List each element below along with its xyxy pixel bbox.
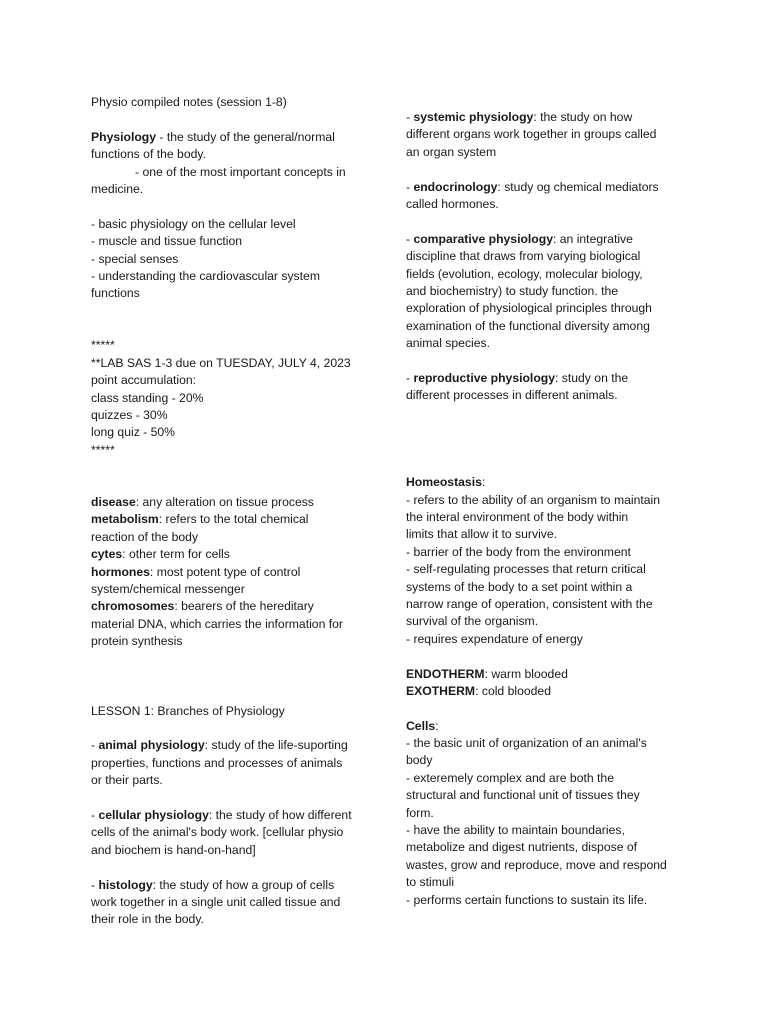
right-text-line — [406, 231, 688, 248]
blank-line — [406, 352, 688, 369]
line-text: survival of the organism. — [406, 614, 539, 629]
blank-line — [91, 111, 373, 128]
left-text-line — [91, 911, 373, 928]
left-text-line — [91, 894, 373, 911]
right-text-line — [406, 109, 688, 126]
left-text-line — [91, 216, 373, 233]
term-heading: chromosomes — [91, 599, 175, 614]
left-text-line — [91, 494, 373, 511]
left-text-line — [91, 511, 373, 528]
blank-line — [91, 685, 373, 702]
blank-line — [91, 477, 373, 494]
left-text-line — [91, 755, 373, 772]
blank-line — [91, 651, 373, 668]
right-text-line — [406, 718, 688, 735]
line-text: - muscle and tissue function — [91, 234, 243, 249]
line-text: narrow range of operation, consistent with the — [406, 596, 653, 611]
right-text-line — [406, 370, 688, 387]
left-text-line — [91, 251, 373, 268]
line-text: - barrier of the body from the environment — [406, 544, 631, 559]
right-text-line — [406, 179, 688, 196]
blank-line — [91, 720, 373, 737]
line-text: examination of the functional diversity among — [406, 318, 650, 333]
right-text-line — [406, 335, 688, 352]
line-text: the interal environment of the body within — [406, 509, 629, 524]
left-text-line — [91, 285, 373, 302]
line-text: functions of the body. — [91, 147, 206, 162]
line-text: body — [406, 753, 433, 768]
line-text: - the study of the general/normal — [156, 129, 335, 144]
line-text: to stimuli — [406, 875, 455, 890]
line-text: - self-regulating processes that return critical — [406, 562, 646, 577]
right-text-line — [406, 579, 688, 596]
line-text: material DNA, which carries the information for — [91, 616, 343, 631]
right-text-line — [406, 544, 688, 561]
line-text: : other term for cells — [122, 547, 230, 562]
right-text-line — [406, 126, 688, 143]
left-text-line — [91, 233, 373, 250]
left-text-line — [91, 129, 373, 146]
left-text-line — [91, 842, 373, 859]
blank-line — [91, 459, 373, 476]
line-text: : refers to the total chemical — [158, 512, 309, 527]
line-text: medicine. — [91, 181, 144, 196]
blank-line — [406, 457, 688, 474]
right-text-line — [406, 509, 688, 526]
right-text-line — [406, 387, 688, 404]
left-text-line — [91, 372, 373, 389]
line-text: structural and functional unit of tissues they — [406, 788, 640, 803]
blank-line — [406, 405, 688, 422]
blank-line — [91, 668, 373, 685]
line-text: - have the ability to maintain boundaries, — [406, 823, 625, 838]
line-text: or their parts. — [91, 773, 163, 788]
line-text: different organs work together in groups called — [406, 127, 657, 142]
right-text-line — [406, 613, 688, 630]
line-text: exploration of physiological principles through — [406, 301, 652, 316]
line-text: : an integrative — [552, 231, 633, 246]
left-text-line — [91, 824, 373, 841]
left-text-line — [91, 407, 373, 424]
line-text: discipline that draws from varying biological — [406, 249, 641, 264]
line-text: - requires expendature of energy — [406, 631, 583, 646]
line-text: reaction of the body — [91, 529, 199, 544]
line-text: : any alteration on tissue process — [135, 494, 314, 509]
left-text-line — [91, 94, 373, 111]
line-text: : cold blooded — [475, 683, 551, 698]
right-text-line — [406, 196, 688, 213]
right-text-line — [406, 839, 688, 856]
right-text-line — [406, 631, 688, 648]
term-heading: Cells — [406, 718, 436, 733]
right-text-line — [406, 492, 688, 509]
line-text: quizzes - 30% — [91, 408, 168, 423]
line-text: cells of the animal's body work. [cellular physio — [91, 825, 344, 840]
right-text-line — [406, 787, 688, 804]
line-text: point accumulation: — [91, 373, 197, 388]
line-text: - exteremely complex and are both the — [406, 770, 614, 785]
term-heading: Homeostasis — [406, 475, 482, 490]
line-text: : bearers of the hereditary — [174, 599, 314, 614]
line-text: LESSON 1: Branches of Physiology — [91, 703, 285, 718]
blank-line — [406, 161, 688, 178]
line-text: : the study on how — [533, 110, 633, 124]
line-text: - the basic unit of organization of an animal's — [406, 736, 647, 751]
right-text-line — [406, 770, 688, 787]
right-text-line — [406, 874, 688, 891]
line-prefix: - — [406, 110, 414, 124]
term-heading: metabolism — [91, 512, 159, 527]
blank-line — [406, 213, 688, 230]
left-text-line — [91, 564, 373, 581]
line-text: properties, functions and processes of animals — [91, 755, 343, 770]
left-text-line — [91, 424, 373, 441]
line-text: systems of the body to a set point within a — [406, 579, 633, 594]
line-prefix: - — [91, 808, 99, 823]
right-text-line — [406, 318, 688, 335]
line-prefix: - — [406, 231, 414, 246]
left-text-line — [91, 164, 373, 181]
blank-line — [406, 439, 688, 456]
blank-line — [406, 422, 688, 439]
line-text: - understanding the cardiovascular system — [91, 268, 320, 283]
blank-line — [91, 198, 373, 215]
left-text-line — [91, 337, 373, 354]
term-heading: reproductive physiology — [413, 370, 555, 385]
line-text: class standing - 20% — [91, 390, 204, 405]
line-prefix: - — [406, 179, 414, 194]
right-text-line — [406, 283, 688, 300]
line-text: form. — [406, 805, 434, 820]
left-text-line — [91, 146, 373, 163]
right-text-line — [406, 474, 688, 491]
line-prefix: - — [91, 738, 99, 753]
term-heading: EXOTHERM — [406, 683, 476, 698]
left-text-line — [91, 616, 373, 633]
line-prefix: - — [91, 877, 99, 892]
right-text-line — [406, 300, 688, 317]
line-text: their role in the body. — [91, 912, 204, 927]
blank-line — [91, 303, 373, 320]
left-text-line — [91, 877, 373, 894]
line-text: protein synthesis — [91, 634, 183, 649]
line-text: ***** — [91, 442, 115, 457]
line-text: **LAB SAS 1-3 due on TUESDAY, JULY 4, 2023 — [91, 355, 351, 370]
line-text: : study og chemical mediators — [497, 179, 659, 194]
left-text-line — [91, 581, 373, 598]
line-text: - performs certain functions to sustain its life. — [406, 892, 648, 907]
line-text: ***** — [91, 338, 115, 353]
right-text-line — [406, 561, 688, 578]
line-text: - basic physiology on the cellular level — [91, 216, 296, 231]
right-text-line — [406, 596, 688, 613]
line-text: called hormones. — [406, 196, 499, 211]
right-column — [406, 109, 688, 909]
line-text: an organ system — [406, 144, 497, 159]
term-heading: Physiology — [91, 129, 157, 144]
left-text-line — [91, 737, 373, 754]
term-heading: ENDOTHERM — [406, 666, 485, 681]
left-text-line — [91, 181, 373, 198]
left-text-line — [91, 772, 373, 789]
line-text: fields (evolution, ecology, molecular biology, — [406, 266, 643, 281]
line-text: long quiz - 50% — [91, 425, 176, 440]
line-text: wastes, grow and reproduce, move and respond — [406, 857, 667, 872]
line-text: : study on the — [555, 370, 629, 385]
term-heading: endocrinology — [413, 179, 498, 194]
left-text-line — [91, 268, 373, 285]
right-text-line — [406, 248, 688, 265]
blank-line — [406, 700, 688, 717]
left-text-line — [91, 390, 373, 407]
term-heading: comparative physiology — [413, 231, 553, 246]
left-text-line — [91, 546, 373, 563]
term-heading: histology — [98, 877, 153, 892]
line-text: system/chemical messenger — [91, 581, 245, 596]
left-text-line — [91, 633, 373, 650]
right-text-line — [406, 822, 688, 839]
line-text: : the study of how a group of cells — [152, 877, 335, 892]
term-heading: hormones — [91, 564, 150, 579]
line-text: limits that allow it to survive. — [406, 527, 558, 542]
line-text: - special senses — [91, 251, 179, 266]
line-text: - one of the most important concepts in — [135, 164, 346, 179]
line-text: metabolize and digest nutrients, dispose of — [406, 840, 638, 855]
blank-line — [91, 859, 373, 876]
line-text: Physio compiled notes (session 1-8) — [91, 95, 287, 109]
left-text-line — [91, 598, 373, 615]
left-text-line — [91, 807, 373, 824]
right-text-line — [406, 892, 688, 909]
line-text: work together in a single unit called tissue and — [91, 894, 341, 909]
line-text: : most potent type of control — [149, 564, 301, 579]
line-text: and biochemistry) to study function. the — [406, 283, 619, 298]
line-text: : study of the life-suporting — [204, 738, 348, 753]
term-heading: animal physiology — [98, 738, 205, 753]
line-text: functions — [91, 286, 140, 301]
right-text-line — [406, 144, 688, 161]
line-text: different processes in different animals. — [406, 388, 618, 403]
left-text-line — [91, 529, 373, 546]
right-text-line — [406, 683, 688, 700]
term-heading: cellular physiology — [98, 808, 209, 823]
line-text: animal species. — [406, 336, 490, 351]
line-prefix: - — [406, 370, 414, 385]
right-text-line — [406, 666, 688, 683]
blank-line — [91, 790, 373, 807]
blank-line — [406, 648, 688, 665]
right-text-line — [406, 805, 688, 822]
term-heading: systemic physiology — [413, 110, 534, 124]
term-heading: disease — [91, 494, 136, 509]
right-text-line — [406, 735, 688, 752]
blank-line — [91, 320, 373, 337]
right-text-line — [406, 857, 688, 874]
right-text-line — [406, 752, 688, 769]
line-text: and biochem is hand-on-hand] — [91, 842, 256, 857]
right-text-line — [406, 526, 688, 543]
left-text-line — [91, 355, 373, 372]
right-text-line — [406, 266, 688, 283]
line-text: : — [435, 718, 439, 733]
line-text: - refers to the ability of an organism to maintain — [406, 492, 661, 507]
left-text-line — [91, 442, 373, 459]
term-heading: cytes — [91, 547, 123, 562]
left-text-line — [91, 703, 373, 720]
left-column — [91, 94, 373, 929]
line-text: : warm blooded — [484, 666, 568, 681]
line-text: : the study of how different — [208, 808, 352, 823]
line-text: : — [481, 475, 486, 490]
